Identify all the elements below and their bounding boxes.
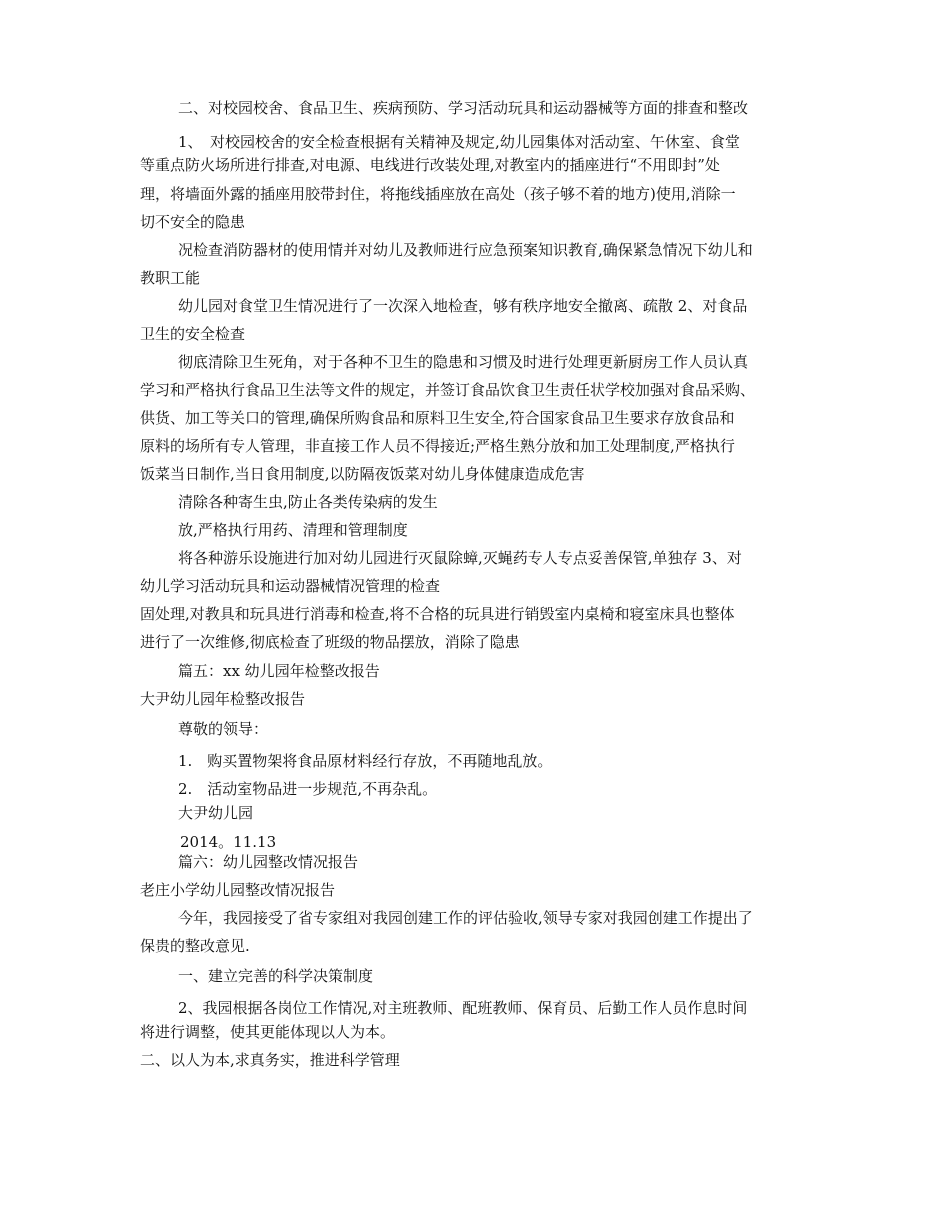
signature-org: 大尹幼儿园	[178, 804, 254, 822]
paragraph-line: 幼儿园对食堂卫生情况进行了一次深入地检查，够有秩序地安全撤离、疏散 2、对食品	[178, 297, 748, 315]
subheading: 二、以人为本,求真务实，推进科学管理	[140, 1051, 400, 1069]
paragraph-line: 将进行调整，使其更能体现以人为本。	[140, 1023, 396, 1041]
section-title: 篇六：幼儿园整改情况报告	[178, 853, 359, 871]
subheading: 一、建立完善的科学决策制度	[178, 967, 374, 985]
paragraph-line: 清除各种寄生虫,防止各类传染病的发生	[178, 493, 438, 511]
paragraph-line: 将各种游乐设施进行加对幼儿园进行灭鼠除蟑,灭蝇药专人专点妥善保管,单独存 3、对	[178, 549, 742, 567]
paragraph-line: 彻底清除卫生死角，对于各种不卫生的隐患和习惯及时进行处理更新厨房工作人员认真	[178, 353, 749, 371]
paragraph-line: 1、 对校园校舍的安全检查根据有关精神及规定,幼儿园集体对活动室、午休室、食堂	[178, 133, 740, 151]
section-heading: 二、对校园校舍、食品卫生、疾病预防、学习活动玩具和运动器械等方面的排查和整改	[178, 99, 749, 117]
report-title: 老庄小学幼儿园整改情况报告	[140, 881, 336, 899]
list-item: 1. 购买置物架将食品原材料经行存放，不再随地乱放。	[178, 752, 553, 770]
paragraph-line: 切不安全的隐患	[140, 213, 246, 231]
paragraph-line: 饭菜当日制作,当日食用制度,以防隔夜饭菜对幼儿身体健康造成危害	[140, 465, 585, 483]
paragraph-line: 教职工能	[140, 269, 201, 287]
salutation: 尊敬的领导：	[178, 720, 269, 738]
paragraph-line: 固处理,对教具和玩具进行消毒和检查,将不合格的玩具进行销毁室内桌椅和寝室床具也整体	[140, 605, 735, 623]
report-title: 大尹幼儿园年检整改报告	[140, 690, 306, 708]
signature-date: 2014。11.13	[180, 833, 277, 851]
list-item: 2. 活动室物品进一步规范,不再杂乱。	[178, 780, 438, 798]
paragraph-line: 原料的场所有专人管理，非直接工作人员不得接近;严格生熟分放和加工处理制度,严格执行	[140, 437, 735, 455]
paragraph-line: 理，将墙面外露的插座用胶带封住，将拖线插座放在高处（孩子够不着的地方)使用,消除一	[140, 185, 736, 203]
paragraph-line: 幼儿学习活动玩具和运动器械情况管理的检查	[140, 577, 441, 595]
paragraph-line: 况检查消防器材的使用情并对幼儿及教师进行应急预案知识教育,确保紧急情况下幼儿和	[178, 241, 753, 259]
paragraph-line: 2、我园根据各岗位工作情况,对主班教师、配班教师、保育员、后勤工作人员作息时间	[178, 999, 748, 1017]
paragraph-line: 今年，我园接受了省专家组对我园创建工作的评估验收,领导专家对我园创建工作提出了	[178, 909, 753, 927]
paragraph-line: 保贵的整改意见.	[140, 937, 250, 955]
paragraph-line: 放,严格执行用药、清理和管理制度	[178, 521, 408, 539]
paragraph-line: 卫生的安全检查	[140, 325, 246, 343]
paragraph-line: 等重点防火场所进行排查,对电源、电线进行改装处理,对教室内的插座进行“不用即封”处	[140, 156, 720, 174]
section-title: 篇五：xx 幼儿园年检整改报告	[178, 662, 380, 680]
paragraph-line: 供货、加工等关口的管理,确保所购食品和原料卫生安全,符合国家食品卫生要求存放食品和	[140, 409, 735, 427]
paragraph-line: 进行了一次维修,彻底检查了班级的物品摆放，消除了隐患	[140, 633, 520, 651]
paragraph-line: 学习和严格执行食品卫生法等文件的规定，并签订食品饮食卫生责任状学校加强对食品采购、	[140, 381, 756, 399]
